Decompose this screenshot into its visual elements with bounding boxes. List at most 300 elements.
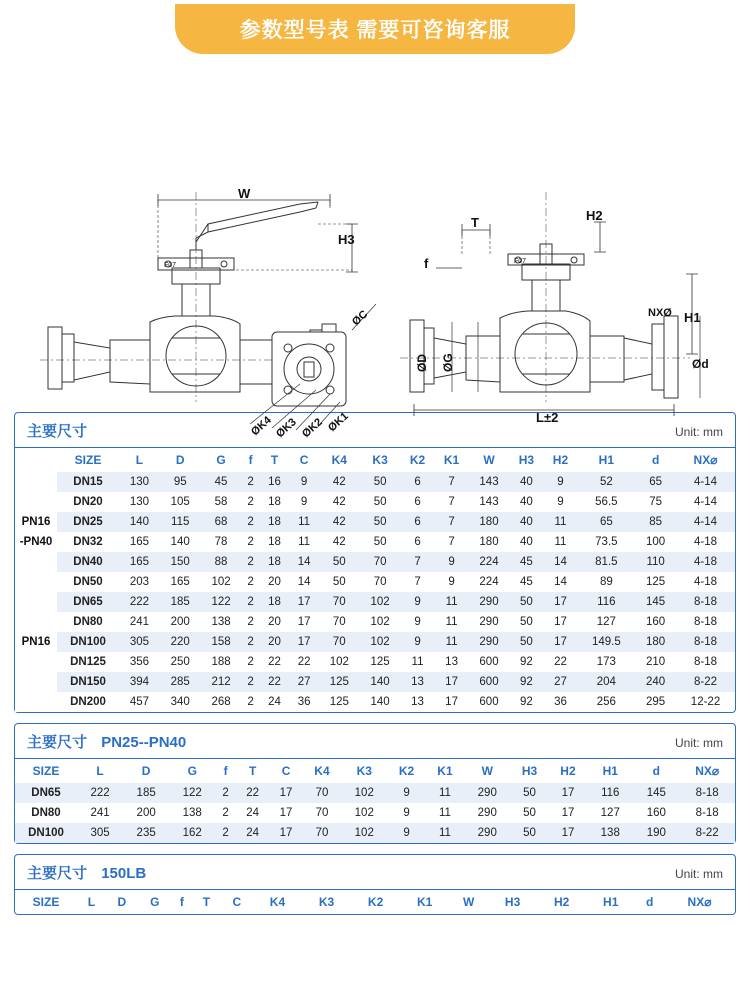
th-H3: H3 [504, 895, 521, 909]
cell-value: 116 [587, 783, 633, 803]
cell-value: 92 [520, 656, 533, 668]
th-W: W [481, 764, 493, 778]
cell-value: 9 [289, 472, 319, 492]
table-row [15, 672, 735, 692]
cell-value: 6 [414, 496, 421, 508]
cell-value: 600 [479, 656, 499, 668]
cell-value: 17 [269, 823, 302, 843]
cell-value: 222 [77, 783, 123, 803]
cell-value: 115 [160, 512, 201, 532]
cell-value: 102 [360, 592, 401, 612]
table-header-row [15, 448, 735, 472]
cell-value: 40 [520, 496, 533, 508]
cell-value: 7 [435, 512, 469, 532]
cell-value: 11 [554, 536, 567, 548]
cell-value: 70 [315, 807, 329, 819]
cell-value: 102 [341, 783, 387, 803]
cell-value: 2 [247, 696, 254, 708]
cell-value: 52 [578, 472, 636, 492]
cell-value: 160 [646, 616, 666, 628]
cell-value: 210 [646, 656, 666, 668]
cell-value: 125 [319, 672, 360, 692]
cell-value: 130 [129, 496, 149, 508]
table-body-1 [15, 472, 735, 712]
cell-value: 17 [279, 807, 293, 819]
cell-value: 17 [561, 807, 575, 819]
cell-value: 305 [119, 632, 160, 652]
th-K4: K4 [314, 764, 330, 778]
cell-value: 50 [509, 632, 543, 652]
cell-size: DN15 [57, 472, 119, 492]
cell-value: 40 [509, 472, 543, 492]
cell-value: 8-18 [695, 807, 719, 819]
row-group-label [15, 592, 57, 612]
cell-value: 70 [303, 783, 341, 803]
cell-value: 180 [635, 632, 676, 652]
cell-size: DN25 [57, 512, 119, 532]
cell-value: 70 [360, 552, 401, 572]
cell-value: 17 [543, 592, 577, 612]
svg-text:ØK1: ØK1 [325, 410, 351, 435]
svg-text:f: f [424, 256, 429, 271]
cell-value: 220 [160, 632, 201, 652]
cell-value: 150 [160, 552, 201, 572]
th-C: C [281, 764, 291, 778]
panel-title [27, 420, 87, 441]
cell-size: DN100 [15, 823, 77, 843]
th-K3: K3 [372, 453, 388, 467]
cell-value: 204 [578, 672, 636, 692]
th-D: D [175, 453, 185, 467]
cell-value: 18 [260, 512, 290, 532]
cell-value: 42 [332, 536, 346, 548]
cell-value: 70 [319, 632, 360, 652]
cell-value: 22 [268, 656, 281, 668]
cell-value: 22 [260, 672, 290, 692]
row-group-label [15, 552, 57, 572]
th-NX: NX⌀ [693, 453, 718, 467]
cell-value: 11 [411, 656, 424, 668]
svg-text:ØK2: ØK2 [299, 416, 325, 441]
cell-value: 9 [401, 632, 435, 652]
cell-value: 11 [435, 592, 469, 612]
cell-value: 11 [439, 807, 451, 819]
cell-value: 45 [509, 552, 543, 572]
svg-text:F07: F07 [164, 262, 177, 269]
table-row [15, 823, 735, 843]
svg-text:H1: H1 [684, 310, 701, 325]
row-group-label: -PN40 [15, 532, 57, 552]
cell-value: 78 [214, 536, 228, 548]
cell-value: 70 [319, 592, 360, 612]
cell-value: 50 [360, 472, 401, 492]
cell-value: 4-18 [693, 576, 718, 588]
cell-value: 9 [401, 592, 435, 612]
dimensions-table-1 [15, 448, 735, 712]
cell-value: 224 [479, 576, 499, 588]
cell-value: 240 [635, 672, 676, 692]
page-banner: 参数型号表 需要可咨询客服 [175, 4, 575, 54]
th-L: L [135, 453, 144, 467]
dimensions-panel-3 [14, 854, 736, 915]
cell-size: DN100 [57, 632, 119, 652]
cell-value: 9 [543, 472, 577, 492]
svg-text:ØK4: ØK4 [248, 414, 274, 439]
cell-value: 13 [411, 696, 424, 708]
cell-value: 2 [247, 496, 254, 508]
cell-value: 2 [241, 512, 259, 532]
cell-value: 50 [319, 552, 360, 572]
th-C: C [232, 895, 242, 909]
th-size: SIZE [74, 453, 102, 467]
row-group-label [15, 612, 57, 632]
cell-value: 22 [297, 656, 311, 668]
cell-value: 95 [160, 472, 201, 492]
cell-value: 241 [90, 807, 110, 819]
cell-value: 7 [435, 472, 469, 492]
th-C: C [299, 453, 309, 467]
cell-value: 9 [448, 576, 455, 588]
panel-header [15, 724, 735, 759]
th-f: f [223, 764, 228, 778]
cell-value: 122 [201, 592, 242, 612]
cell-value: 13 [445, 656, 458, 668]
cell-value: 4-14 [676, 472, 735, 492]
cell-value: 340 [170, 696, 190, 708]
cell-value: 7 [401, 552, 435, 572]
cell-value: 11 [435, 632, 469, 652]
th-K1: K1 [437, 764, 453, 778]
table-row [15, 652, 735, 672]
th-H2: H2 [553, 895, 570, 909]
cell-value: 18 [268, 536, 281, 548]
cell-value: 7 [448, 496, 455, 508]
cell-size: DN50 [73, 576, 103, 588]
cell-value: 14 [543, 552, 577, 572]
banner-container [0, 0, 750, 54]
cell-value: 138 [182, 807, 202, 819]
cell-value: 125 [370, 656, 390, 668]
cell-value: 285 [160, 672, 201, 692]
cell-value: 42 [319, 472, 360, 492]
row-group-label [15, 652, 57, 672]
th-K1: K1 [443, 453, 460, 467]
row-group-label [15, 492, 57, 512]
th-T: T [270, 453, 279, 467]
row-group-label: PN16 [15, 632, 57, 652]
cell-value: 290 [477, 807, 497, 819]
row-group-label: PN16 [15, 512, 57, 532]
cell-value: 102 [211, 576, 231, 588]
cell-value: 17 [549, 823, 587, 843]
cell-value: 102 [360, 632, 401, 652]
cell-value: 50 [510, 823, 548, 843]
table-header-row [15, 890, 735, 914]
cell-size: DN20 [73, 496, 103, 508]
th-L: L [87, 895, 96, 909]
cell-value: 9 [300, 496, 308, 508]
th-d: d [651, 453, 660, 467]
cell-value: 4-14 [676, 512, 735, 532]
th-H1: H1 [603, 895, 619, 909]
cell-value: 185 [123, 783, 169, 803]
cell-size: DN65 [57, 592, 119, 612]
cell-value: 160 [646, 807, 666, 819]
table-row [15, 632, 735, 652]
svg-text:Ød: Ød [692, 357, 709, 371]
cell-value: 17 [289, 632, 319, 652]
cell-value: 4-18 [676, 552, 735, 572]
cell-value: 394 [119, 672, 160, 692]
cell-value: 9 [403, 807, 410, 819]
cell-value: 17 [269, 783, 302, 803]
table-row [15, 532, 735, 552]
cell-size: DN125 [70, 656, 106, 668]
cell-value: 6 [401, 512, 435, 532]
cell-value: 17 [549, 783, 587, 803]
cell-value: 40 [520, 536, 533, 548]
cell-value: 116 [578, 592, 636, 612]
cell-value: 40 [509, 512, 543, 532]
panel-title-text: 主要尺寸 [27, 423, 88, 440]
cell-value: 290 [469, 632, 510, 652]
cell-value: 81.5 [578, 552, 636, 572]
cell-value: 158 [201, 632, 242, 652]
cell-value: 143 [469, 472, 510, 492]
cell-value: 2 [241, 472, 259, 492]
cell-value: 127 [600, 807, 620, 819]
cell-value: 140 [119, 512, 160, 532]
panel-title [27, 862, 146, 883]
th-d: d [645, 895, 654, 909]
cell-value: 125 [329, 696, 349, 708]
cell-value: 600 [479, 696, 499, 708]
svg-text:ØK3: ØK3 [273, 416, 299, 441]
th-T: T [248, 764, 257, 778]
cell-value: 58 [214, 496, 228, 508]
cell-value: 22 [236, 783, 269, 803]
cell-value: 70 [332, 616, 346, 628]
cell-value: 9 [435, 552, 469, 572]
th-K4: K4 [331, 453, 347, 467]
cell-value: 305 [77, 823, 123, 843]
panel-header [15, 855, 735, 890]
th-f: f [248, 453, 253, 467]
cell-value: 11 [426, 823, 464, 843]
cell-value: 110 [635, 552, 676, 572]
th-G: G [187, 764, 197, 778]
cell-value: 42 [319, 512, 360, 532]
svg-text:ØC: ØC [349, 308, 371, 329]
dimensions-table-3 [15, 890, 735, 914]
cell-value: 268 [211, 696, 231, 708]
cell-size: DN80 [31, 807, 61, 819]
cell-value: 14 [554, 576, 567, 588]
cell-value: 17 [289, 592, 319, 612]
cell-value: 102 [329, 656, 349, 668]
cell-value: 75 [649, 496, 662, 508]
row-group-label [15, 692, 57, 712]
cell-size: DN150 [57, 672, 119, 692]
cell-value: 143 [479, 496, 499, 508]
cell-value: 11 [426, 783, 464, 803]
cell-value: 100 [646, 536, 666, 548]
th-K2: K2 [367, 895, 384, 909]
dimensions-panel-2 [14, 723, 736, 844]
th-G: G [150, 895, 160, 909]
cell-value: 105 [170, 496, 190, 508]
table-row [15, 472, 735, 492]
table-body-2 [15, 783, 735, 843]
cell-value: 17 [543, 632, 577, 652]
cell-value: 8-22 [679, 823, 735, 843]
cell-value: 8-18 [676, 632, 735, 652]
cell-value: 2 [247, 536, 254, 548]
th-size: SIZE [32, 895, 60, 909]
cell-value: 235 [123, 823, 169, 843]
cell-value: 212 [201, 672, 242, 692]
row-group-label [15, 672, 57, 692]
cell-value: 8-18 [693, 656, 718, 668]
cell-value: 8-22 [676, 672, 735, 692]
cell-value: 224 [469, 552, 510, 572]
cell-value: 2 [247, 576, 254, 588]
cell-value: 180 [469, 512, 510, 532]
cell-value: 188 [211, 656, 231, 668]
cell-value: 17 [445, 696, 458, 708]
cell-value: 8-18 [679, 783, 735, 803]
table-row [15, 783, 735, 803]
cell-value: 50 [360, 512, 401, 532]
cell-value: 50 [523, 807, 536, 819]
cell-value: 22 [554, 656, 567, 668]
row-group-label [15, 572, 57, 592]
svg-text:ØG: ØG [441, 353, 455, 372]
cell-value: 50 [510, 783, 548, 803]
panel-title [27, 731, 186, 752]
cell-value: 11 [543, 512, 577, 532]
th-K3: K3 [356, 764, 372, 778]
th-T: T [202, 895, 211, 909]
th-size: SIZE [32, 764, 60, 778]
cell-value: 2 [241, 672, 259, 692]
cell-value: 200 [136, 807, 156, 819]
cell-value: 102 [354, 807, 374, 819]
cell-value: 2 [247, 616, 254, 628]
cell-value: 92 [509, 672, 543, 692]
panel-subtitle-text: PN25--PN40 [101, 734, 187, 751]
cell-value: 18 [268, 496, 281, 508]
cell-value: 13 [401, 672, 435, 692]
cell-value: 24 [246, 807, 260, 819]
th-W: W [462, 895, 475, 909]
cell-value: 127 [596, 616, 616, 628]
row-group-label [15, 472, 57, 492]
panel-unit: Unit: mm [675, 425, 723, 439]
cell-value: 125 [646, 576, 666, 588]
cell-value: 24 [236, 823, 269, 843]
svg-text:W: W [238, 186, 251, 201]
cell-value: 17 [297, 616, 311, 628]
panel-title-text: 主要尺寸 [27, 734, 88, 751]
cell-value: 56.5 [595, 496, 618, 508]
table-row [15, 552, 735, 572]
table-row [15, 572, 735, 592]
cell-value: 457 [129, 696, 149, 708]
cell-value: 130 [119, 472, 160, 492]
cell-size: DN80 [73, 616, 103, 628]
cell-size: DN65 [15, 783, 77, 803]
cell-value: 165 [129, 536, 149, 548]
svg-text:ØD: ØD [415, 354, 429, 372]
cell-value: 290 [464, 823, 510, 843]
cell-value: 92 [520, 696, 533, 708]
cell-value: 180 [479, 536, 499, 548]
cell-value: 8-18 [693, 616, 718, 628]
cell-value: 65 [578, 512, 636, 532]
cell-value: 140 [360, 672, 401, 692]
cell-value: 2 [247, 656, 254, 668]
cell-value: 2 [241, 552, 259, 572]
th-K2: K2 [409, 453, 426, 467]
cell-value: 88 [201, 552, 242, 572]
cell-value: 50 [373, 536, 387, 548]
cell-value: 11 [445, 616, 458, 628]
cell-value: 11 [289, 512, 319, 532]
th-NX: NX⌀ [687, 895, 712, 909]
cell-value: 149.5 [578, 632, 636, 652]
th-H3: H3 [521, 764, 538, 778]
cell-value: 295 [646, 696, 666, 708]
th-H2: H2 [560, 764, 576, 778]
cell-value: 18 [260, 552, 290, 572]
th-K2: K2 [398, 764, 415, 778]
cell-value: 20 [268, 616, 281, 628]
cell-value: 20 [268, 576, 281, 588]
cell-value: 70 [373, 576, 387, 588]
cell-value: 9 [557, 496, 564, 508]
svg-text:H3: H3 [338, 232, 355, 247]
cell-value: 250 [170, 656, 190, 668]
cell-value: 290 [479, 616, 499, 628]
panel-unit: Unit: mm [675, 736, 723, 750]
cell-value: 11 [298, 536, 311, 548]
cell-value: 9 [414, 616, 421, 628]
cell-value: 138 [587, 823, 633, 843]
cell-value: 42 [332, 496, 346, 508]
th-L: L [96, 764, 104, 778]
cell-value: 14 [297, 576, 311, 588]
cell-value: 36 [297, 696, 311, 708]
th-group [15, 448, 57, 472]
cell-value: 140 [370, 696, 390, 708]
cell-value: 36 [554, 696, 567, 708]
cell-value: 2 [222, 807, 229, 819]
cell-value: 27 [289, 672, 319, 692]
cell-value: 17 [435, 672, 469, 692]
table-row [15, 512, 735, 532]
th-K4: K4 [269, 895, 286, 909]
cell-value: 145 [635, 592, 676, 612]
cell-value: 102 [341, 823, 387, 843]
th-W: W [483, 453, 495, 467]
cell-value: 2 [241, 632, 259, 652]
cell-value: 20 [260, 632, 290, 652]
cell-value: 73.5 [595, 536, 618, 548]
svg-text:T: T [471, 215, 479, 230]
cell-size: DN32 [73, 536, 103, 548]
cell-value: 203 [129, 576, 149, 588]
